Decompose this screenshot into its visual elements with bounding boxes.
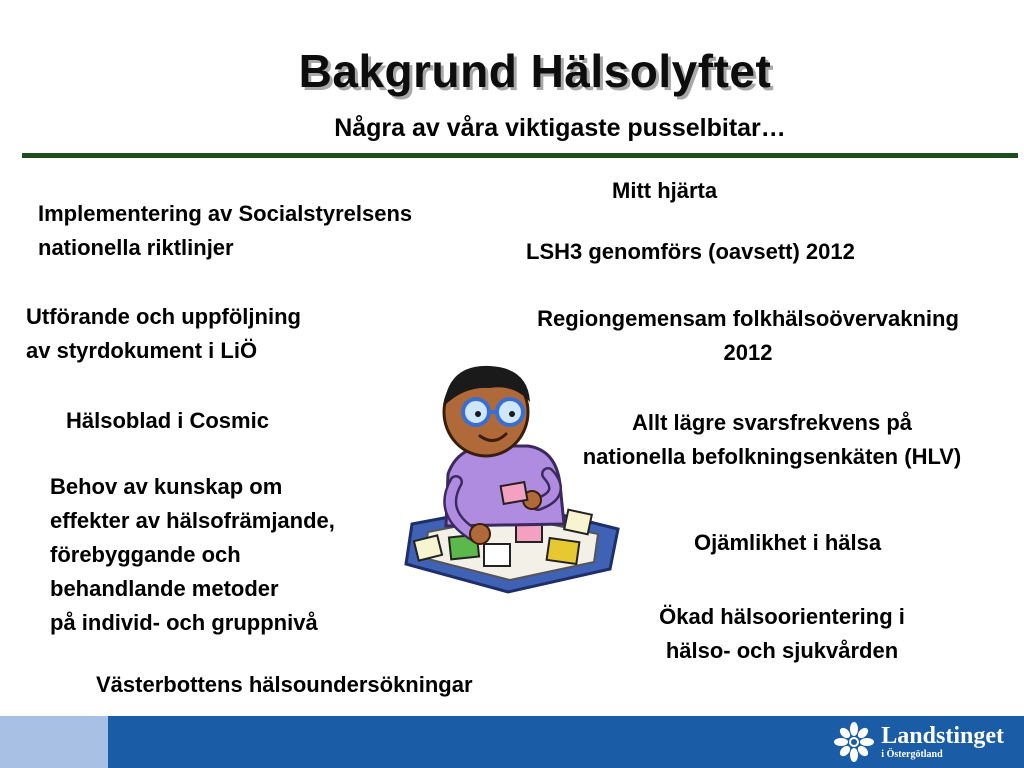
item-lsh3: LSH3 genomförs (oavsett) 2012 <box>526 239 855 264</box>
item-ojamlikhet: Ojämlikhet i hälsa <box>694 530 882 555</box>
title-rule <box>22 153 1018 158</box>
logo-name: Landstinget <box>881 723 1004 749</box>
item-halsoorientering: Ökad hälsoorientering i hälso- och sjukvården <box>659 604 905 663</box>
landstinget-logo <box>833 720 1004 764</box>
item-svarsfrekvens: Allt lägre svarsfrekvens på nationella befolkningsenkäten (HLV) <box>582 410 962 469</box>
puzzle-boy-illustration <box>398 354 624 594</box>
item-utforande: Utförande och uppföljning av styrdokument i LiÖ <box>26 304 301 363</box>
item-vasterbotten: Västerbottens hälsoundersökningar <box>96 672 473 697</box>
logo-subtitle: i Östergötland <box>881 749 943 760</box>
footer-left-block <box>0 716 108 768</box>
item-halsoblad: Hälsoblad i Cosmic <box>66 408 269 433</box>
footer-bar <box>0 716 1024 768</box>
item-behov: Behov av kunskap om effekter av hälsofrämjande, förebyggande och behandlande metoder på individ- och gruppnivå <box>50 474 335 635</box>
item-implementering: Implementering av Socialstyrelsens nationella riktlinjer <box>38 201 413 260</box>
item-mitt-hjarta: Mitt hjärta <box>612 178 718 203</box>
flower-emblem-icon <box>833 721 875 763</box>
slide-subtitle: Några av våra viktigaste pusselbitar… <box>334 114 786 142</box>
item-regiongemensam: Regiongemensam folkhälsoövervakning 2012 <box>537 306 959 365</box>
slide-title: Bakgrund Hälsolyftet <box>298 45 772 97</box>
